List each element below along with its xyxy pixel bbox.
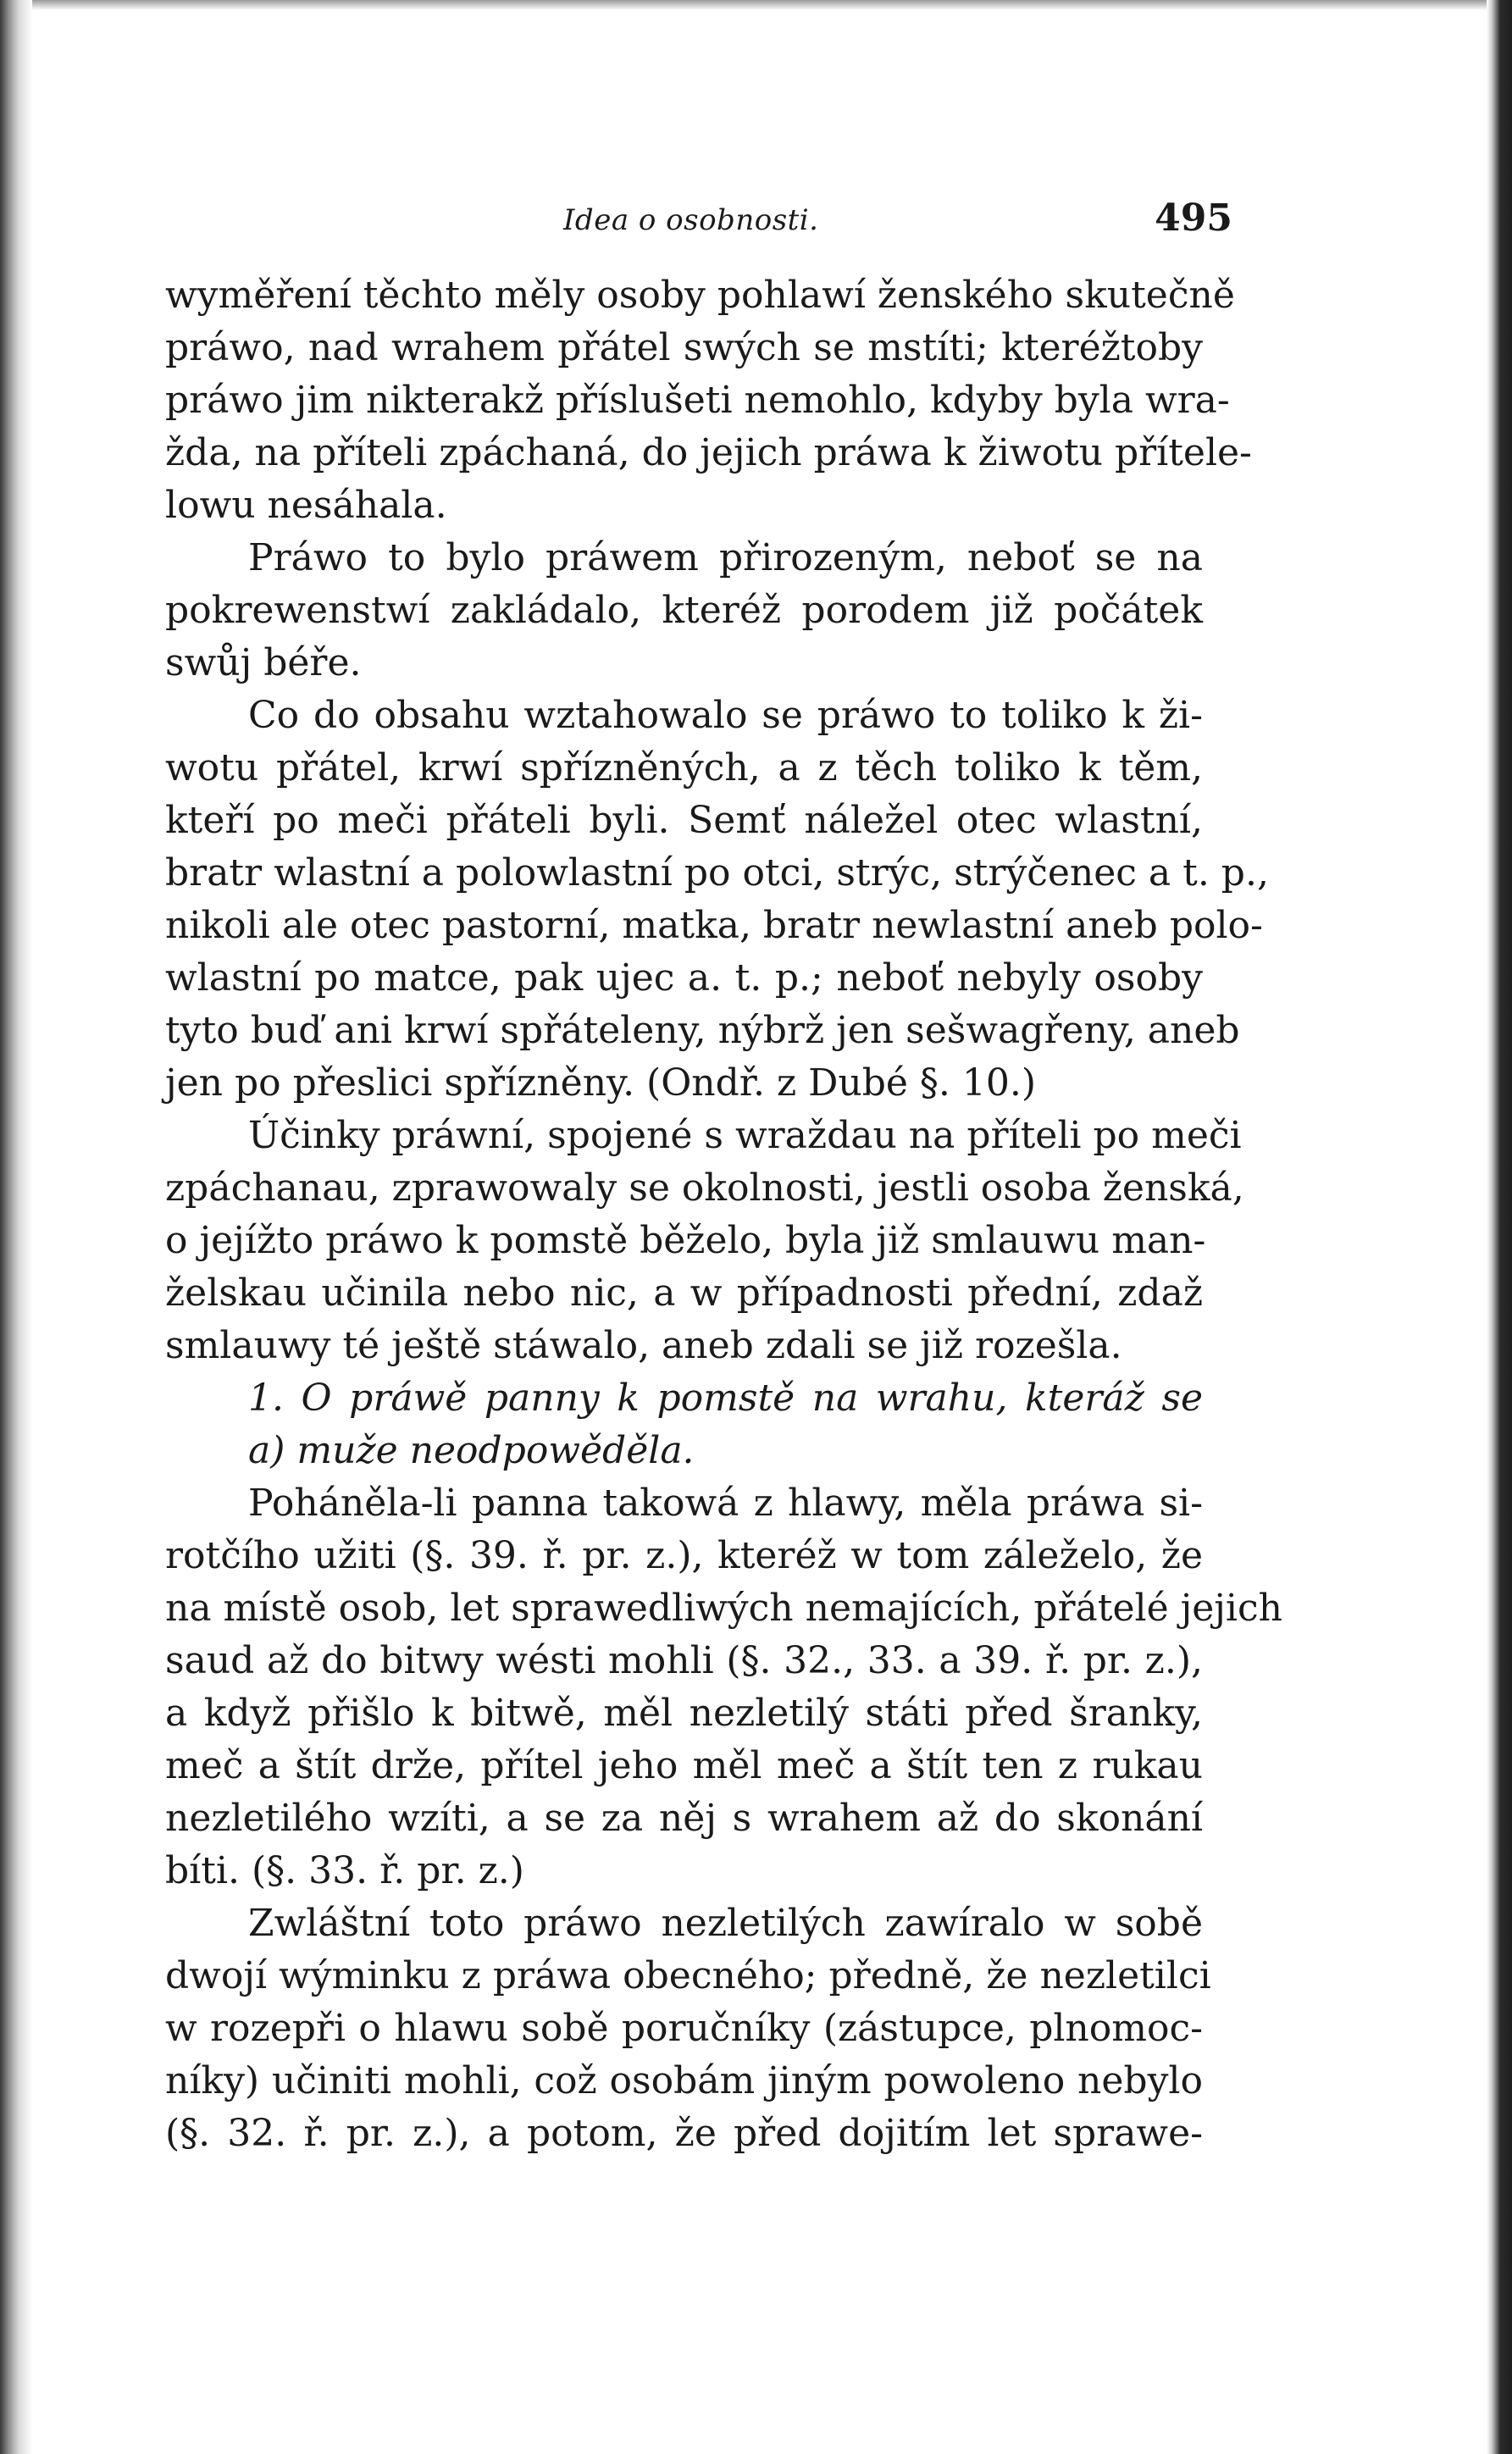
text-line: wlastní po matce, pak ujec a. t. p.; neboť nebyly osoby	[165, 956, 1203, 1000]
page-body	[165, 269, 1282, 2160]
paragraph-start-line: Co do obsahu wztahowalo se práwo to toliko k ži-	[248, 694, 1203, 737]
text-line: wotu přátel, krwí spřízněných, a z těch toliko k těm,	[165, 746, 1203, 789]
scan-edge-right	[1487, 0, 1512, 2454]
section-heading-continuation: a) muže neodpowěděla.	[248, 1429, 695, 1472]
text-line: tyto buď ani krwí spřáteleny, nýbrž jen sešwagřeny, aneb	[165, 1009, 1240, 1052]
text-line: práwo, nad wrahem přátel swých se mstíti; kteréžtoby	[165, 326, 1203, 369]
page-header	[165, 197, 1232, 247]
page-number: 495	[1155, 197, 1232, 240]
paragraph-start-line: Poháněla-li panna takowá z hlawy, měla práwa si-	[248, 1482, 1203, 1525]
text-line: želskau učinila nebo nic, a w případnosti přední, zdaž	[165, 1271, 1203, 1315]
text-line: dwojí wýminku z práwa obecného; předně, že nezletilci	[165, 1954, 1211, 1997]
text-line: jen po přeslici spřízněny. (Ondř. z Dubé §. 10.)	[165, 1061, 1037, 1105]
text-line: rotčího užiti (§. 39. ř. pr. z.), kteréž w tom záleželo, že	[165, 1534, 1203, 1577]
text-line: bratr wlastní a polowlastní po otci, strýc, strýčenec a t. p.,	[165, 851, 1269, 895]
paragraph-start-line: Účinky práwní, spojené s wraždau na příteli po meči	[248, 1114, 1242, 1157]
text-line: swůj béře.	[165, 641, 362, 684]
text-line: (§. 32. ř. pr. z.), a potom, že před dojitím let sprawe-	[165, 2112, 1203, 2155]
text-line: nezletilého wzíti, a se za něj s wrahem až do skonání	[165, 1797, 1203, 1840]
running-head: Idea o osobnosti.	[563, 203, 819, 237]
text-line: a když přišlo k bitwě, měl nezletilý státi před šranky,	[165, 1692, 1203, 1735]
text-line: kteří po meči přáteli byli. Semť náležel otec wlastní,	[165, 799, 1203, 842]
text-line: bíti. (§. 33. ř. pr. z.)	[165, 1849, 524, 1892]
text-line: lowu nesáhala.	[165, 484, 447, 527]
paragraph-start-line: Práwo to bylo práwem přirozeným, neboť se na	[248, 536, 1203, 579]
text-line: saud až do bitwy wésti mohli (§. 32., 33. a 39. ř. pr. z.),	[165, 1639, 1203, 1682]
text-line: wyměření těchto měly osoby pohlawí ženského skutečně	[165, 274, 1235, 317]
text-line: práwo jim nikterakž příslušeti nemohlo, kdyby byla wra-	[165, 379, 1230, 422]
scan-edge-top	[0, 0, 1512, 10]
text-line: o jejížto práwo k pomstě běželo, byla již smlauwu man-	[165, 1219, 1206, 1262]
scan-edge-left	[0, 0, 32, 2454]
text-line: nikoli ale otec pastorní, matka, bratr newlastní aneb polo-	[165, 904, 1263, 947]
text-line: meč a štít drže, přítel jeho měl meč a štít ten z rukau	[165, 1744, 1203, 1787]
paragraph-start-line: Zwláštní toto práwo nezletilých zawíralo w sobě	[248, 1902, 1203, 1945]
text-line: níky) učiniti mohli, což osobám jiným powoleno nebylo	[165, 2059, 1203, 2102]
text-line: smlauwy té ještě stáwalo, aneb zdali se již rozešla.	[165, 1324, 1122, 1367]
text-line: zpáchanau, zprawowaly se okolnosti, jestli osoba ženská,	[165, 1166, 1244, 1210]
text-line: na místě osob, let sprawedliwých nemajících, přátelé jejich	[165, 1587, 1282, 1630]
text-line: w rozepři o hlawu sobě poručníky (zástupce, plnomoc-	[165, 2007, 1203, 2050]
text-line: pokrewenstwí zakládalo, kteréž porodem již počátek	[165, 589, 1203, 632]
text-line: žda, na příteli zpáchaná, do jejich práwa k žiwotu přítele-	[165, 431, 1252, 474]
section-heading: 1. O práwě panny k pomstě na wrahu, kteráž se	[248, 1377, 1203, 1420]
